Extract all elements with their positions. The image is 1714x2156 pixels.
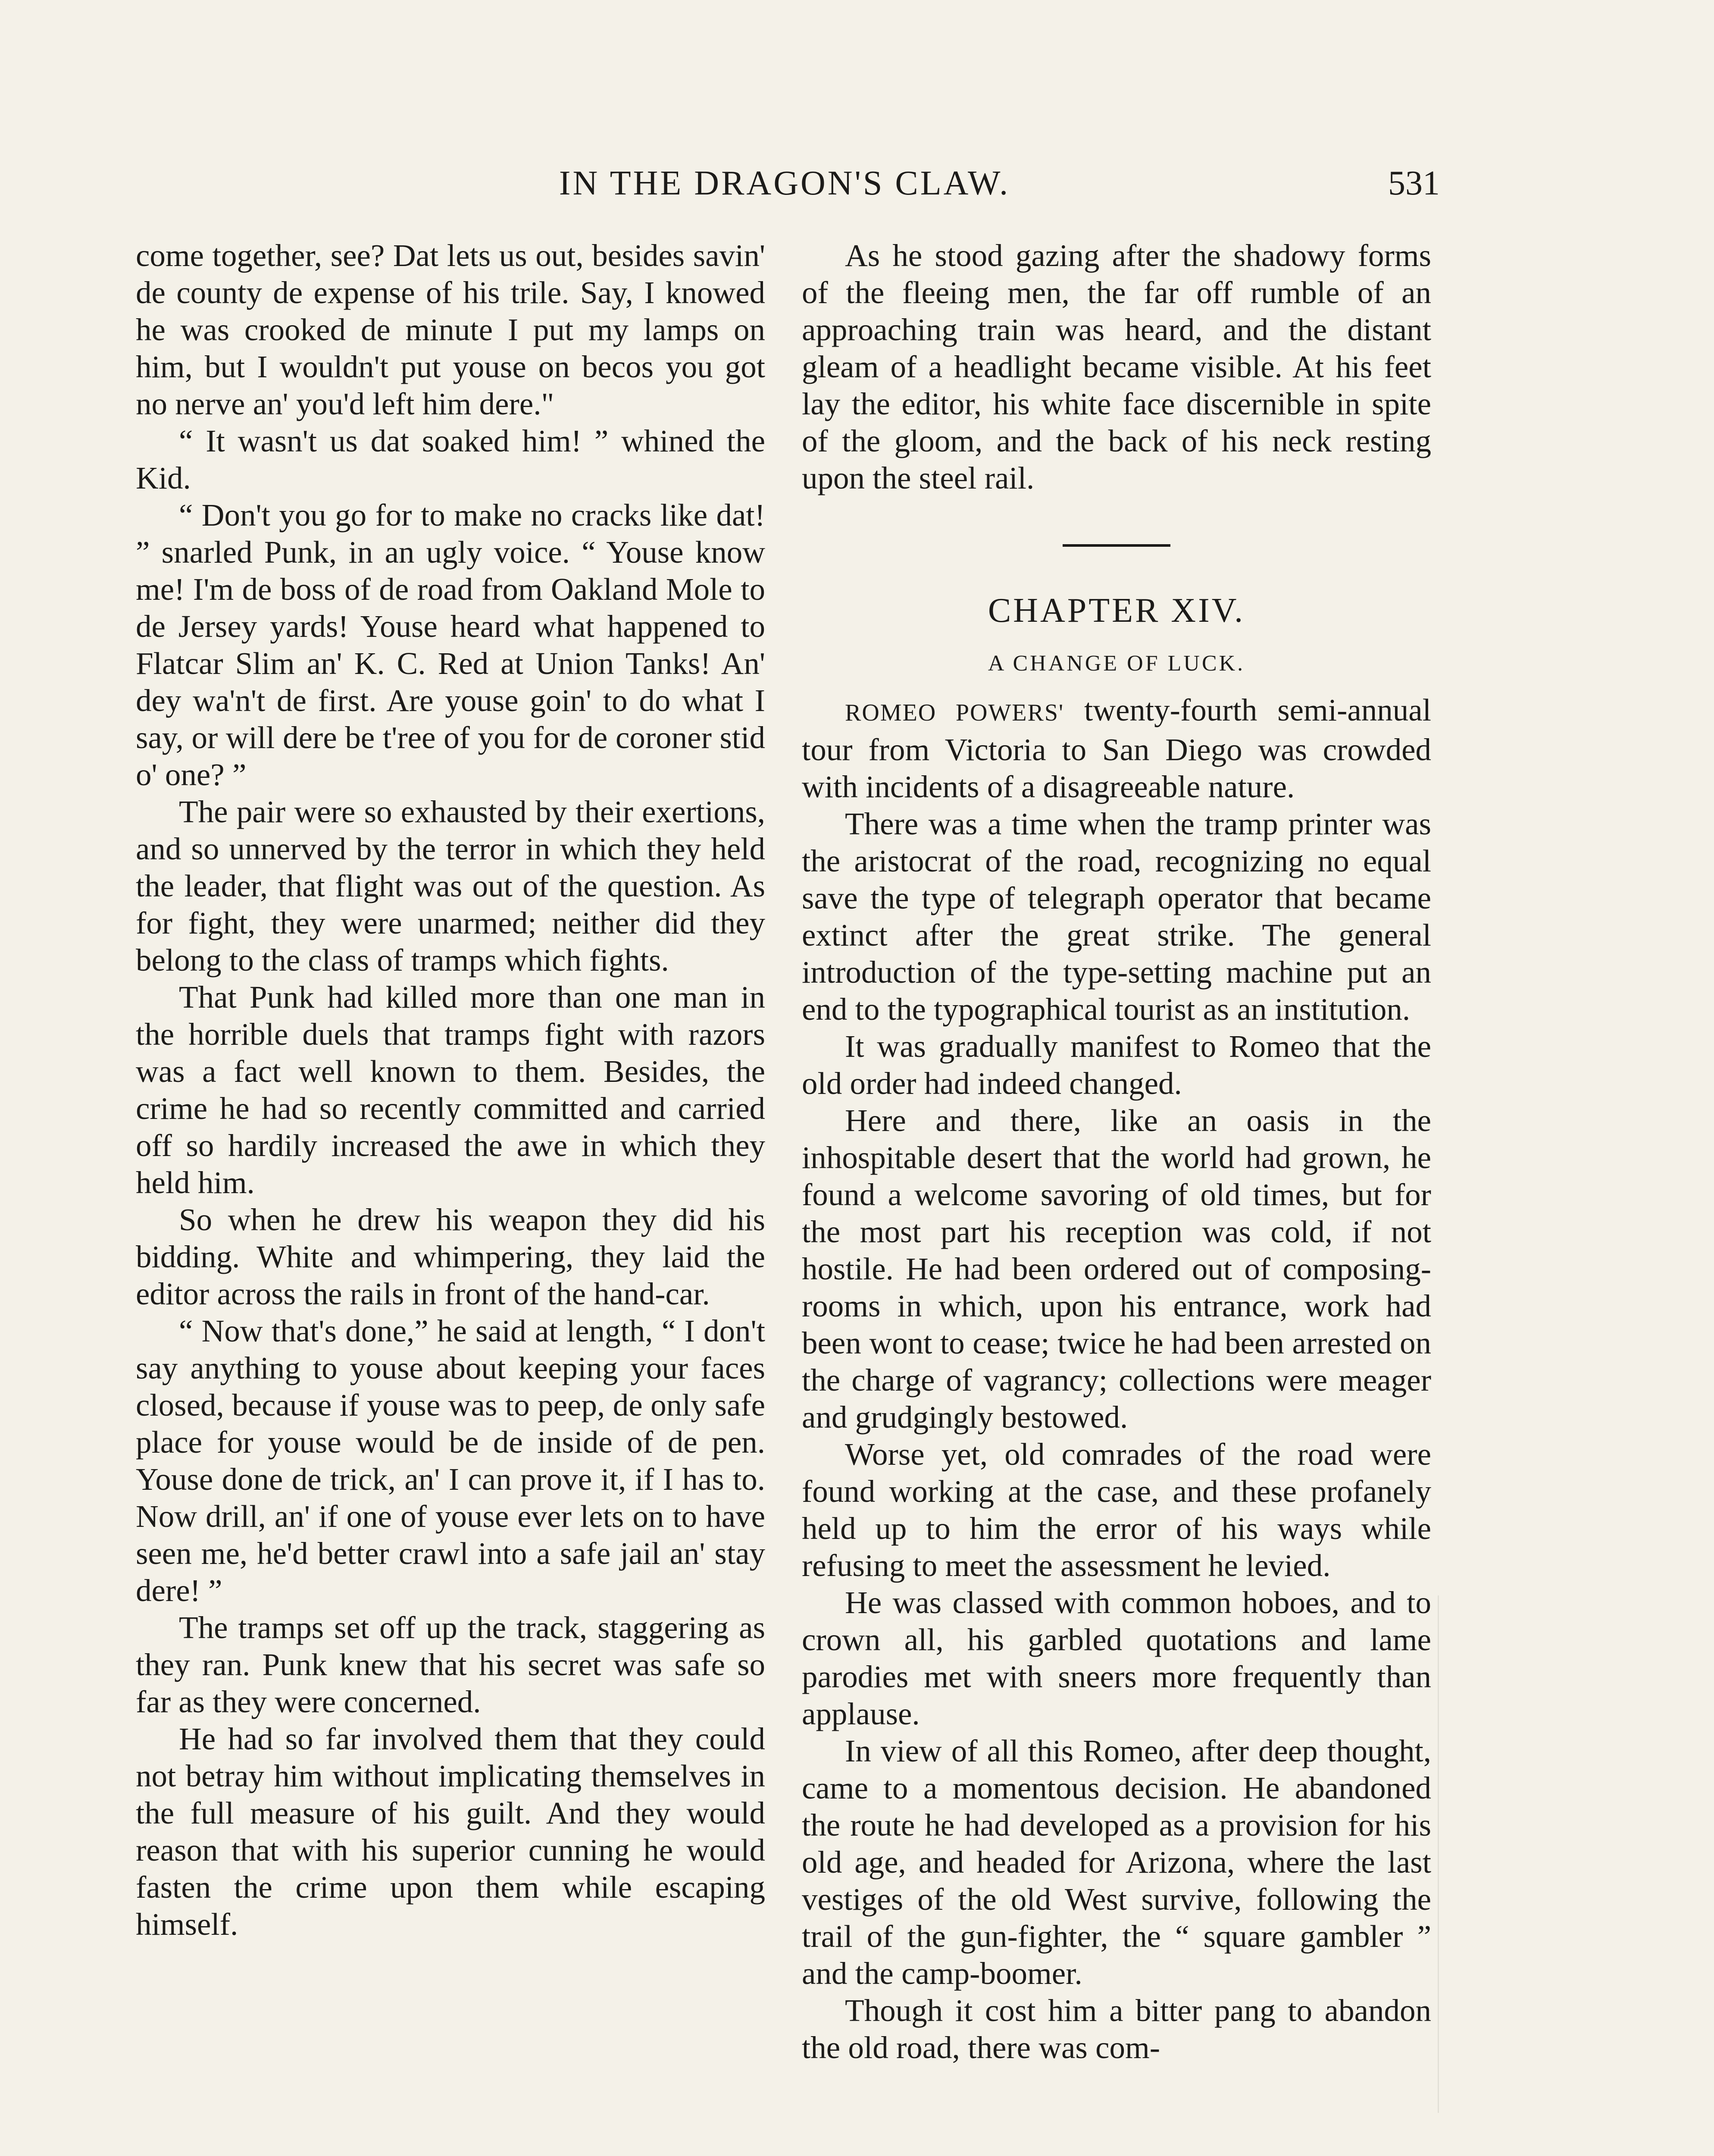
paragraph: Worse yet, old comrades of the road were found working at the case, and these profanely held up to him the error of his ways while refusing to meet the assessment he levied. [802, 1437, 1431, 1583]
paragraph: So when he drew his weapon they did his bidding. White and whimpering, they laid the editor across the rails in front of the hand-car. [136, 1202, 765, 1311]
paragraph: The pair were so exhausted by their exertions, and so unnerved by the terror in which they held the leader, that flight was out of the question. As for fight, they were unarmed; neither did they belong to the class of tramps which fights. [136, 794, 765, 978]
paragraph: There was a time when the tramp printer was the aristocrat of the road, recognizing no equal save the type of telegraph operator that became extinct after the great strike. The general introduction of the type-setting machine put an end to the typographical tourist as an institution. [802, 806, 1431, 1027]
paragraph: He had so far involved them that they could not betray him without implicating themselves in the full measure of his guilt. And they would reason that with his superior cunning he would fasten the crime upon them while escaping himself. [136, 1721, 765, 1942]
page-number: 531 [1388, 164, 1440, 202]
paragraph: That Punk had killed more than one man in the horrible duels that tramps fight with razors was a fact well known to them. Besides, the crime he had so recently committed and carried off so hardily increased the awe in which they held him. [136, 980, 765, 1200]
paragraph: “ Now that's done,” he said at length, “ I don't say anything to youse about keeping your faces closed, because if youse was to peep, de only safe place for youse would be de inside of de pen. Youse done de trick, an' I can prove it, if I has to. Now drill, an' if one of youse ever lets on to have seen me, he'd better crawl into a safe jail an' stay dere! ” [136, 1313, 765, 1608]
paragraph: In view of all this Romeo, after deep thought, came to a momentous decision. He abandoned the route he had developed as a provision for his old age, and headed for Arizona, where the last vestiges of the old West survive, following the trail of the gun-fighter, the “ square gambler ” and the camp-boomer. [802, 1733, 1431, 1991]
paragraph: “ It wasn't us dat soaked him! ” whined the Kid. [136, 423, 765, 495]
scan-shadow-line [1438, 1595, 1439, 2113]
section-rule [1063, 544, 1170, 547]
paragraph: It was gradually manifest to Romeo that the old order had indeed changed. [802, 1029, 1431, 1101]
chapter-subtitle: A CHANGE OF LUCK. [988, 651, 1245, 676]
paragraph: Though it cost him a bitter pang to abandon the old road, there was com- [802, 1993, 1431, 2065]
running-title: IN THE DRAGON'S CLAW. [559, 164, 1010, 202]
right-column [802, 237, 1431, 2066]
paragraph: He was classed with common hoboes, and to crown all, his garbled quotations and lame parodies met with sneers more frequently than applause. [802, 1585, 1431, 1731]
paragraph: The tramps set off up the track, staggering as they ran. Punk knew that his secret was safe so far as they were concerned. [136, 1610, 765, 1719]
paragraph: “ Don't you go for to make no cracks like dat! ” snarled Punk, in an ugly voice. “ Youse know me! I'm de boss of de road from Oakland Mole to de Jersey yards! Youse heard what happened to Flatcar Slim an' K. C. Red at Union Tanks! An' dey wa'n't de first. Are youse goin' to do what I say, or will dere be t'ree of you for de coroner stid o' one? ” [136, 498, 765, 792]
chapter-opening-paragraph [802, 692, 1431, 805]
chapter-opening-text: twenty-fourth semi-annual tour from Victoria to San Diego was crowded with incidents of a disagreeable nature. [802, 693, 1431, 804]
page-header [129, 164, 1440, 211]
paragraph: Here and there, like an oasis in the inhospitable desert that the world had grown, he found a welcome savoring of old times, but for the most part his reception was cold, if not hostile. He had been ordered out of composing-rooms in which, upon his entrance, work had been wont to cease; twice he had been arrested on the charge of vagrancy; collections were meager and grudgingly bestowed. [802, 1103, 1431, 1435]
chapter-heading: CHAPTER XIV. [988, 592, 1245, 630]
chapter-opening-name: ROMEO POWERS' [845, 699, 1064, 726]
left-column [136, 237, 765, 1943]
paragraph: As he stood gazing after the shadowy forms of the fleeing men, the far off rumble of an approaching train was heard, and the distant gleam of a headlight became visible. At his feet lay the editor, his white face discernible in spite of the gloom, and the back of his neck resting upon the steel rail. [802, 238, 1431, 495]
paragraph: come together, see? Dat lets us out, besides savin' de county de expense of his trile. Say, I knowed he was crooked de minute I put my lamps on him, but I wouldn't put youse on becos you got no nerve an' you'd left him dere." [136, 238, 765, 421]
